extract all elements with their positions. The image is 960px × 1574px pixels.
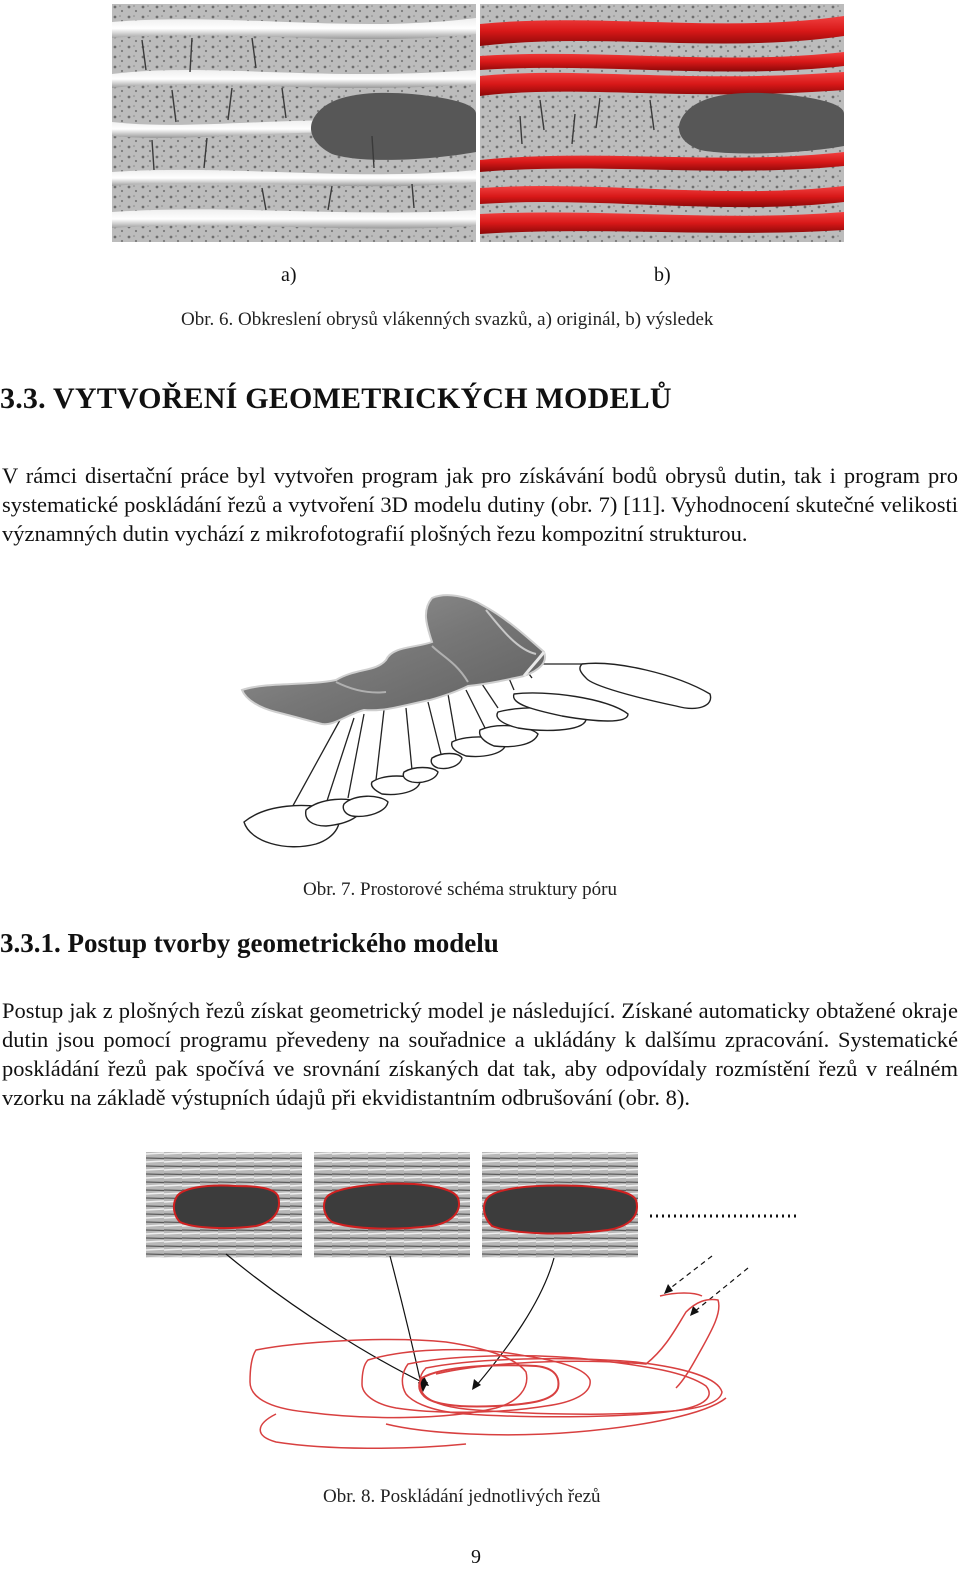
figure-7-pore-schema bbox=[236, 590, 716, 858]
section-paragraph: V rámci disertační práce byl vytvořen program jak pro získávání bodů obrysů dutin, tak i program pro systematické poskládání řezů a vytvoření 3D modelu dutiny (obr. 7) [11]. Vyhodnocení skutečné velikosti významných dutin vychází z mikrofotografií plošných řezu kompozitní strukturou. bbox=[2, 463, 958, 546]
section-heading: 3.3. VYTVOŘENÍ GEOMETRICKÝCH MODELŮ bbox=[0, 382, 672, 415]
image-b-result bbox=[480, 4, 844, 242]
micrograph-1 bbox=[146, 1152, 302, 1258]
figure-8-caption: Obr. 8. Poskládání jednotlivých řezů bbox=[323, 1486, 601, 1507]
micrograph-2 bbox=[314, 1152, 470, 1258]
figure-8-slices bbox=[146, 1152, 806, 1460]
image-a-original bbox=[112, 4, 476, 242]
figure-7 bbox=[236, 590, 716, 858]
page-number: 9 bbox=[471, 1546, 481, 1568]
figure-6-caption: Obr. 6. Obkreslení obrysů vlákenných svazků, a) originál, b) výsledek bbox=[181, 309, 714, 330]
figure-6-label-b: b) bbox=[654, 264, 671, 286]
arrow-heads bbox=[418, 1284, 699, 1392]
inner-contour bbox=[419, 1365, 558, 1406]
figure-6-images bbox=[112, 4, 844, 244]
figure-6-label-a: a) bbox=[281, 264, 297, 286]
micrograph-3 bbox=[482, 1152, 638, 1258]
pore-3d-body bbox=[242, 595, 545, 724]
arrows bbox=[226, 1254, 748, 1388]
figure-7-caption: Obr. 7. Prostorové schéma struktury póru bbox=[303, 879, 617, 900]
subsection-heading: 3.3.1. Postup tvorby geometrického modelu bbox=[0, 928, 499, 958]
figure-6 bbox=[112, 4, 844, 244]
figure-8 bbox=[146, 1152, 806, 1460]
subsection-paragraph: Postup jak z plošných řezů získat geometrický model je následující. Získané automaticky obtažené okraje dutin jsou pomocí programu převedeny na souřadnice a ukládány k dalšímu zpracování. Systematické poskládání řezů pak spočívá ve srovnání získaných dat tak, aby odpovídaly rozmístění řezů v reálném vzorku na základě výstupních údajů při ekvidistantním odbrušování (obr. 8). bbox=[2, 998, 958, 1110]
